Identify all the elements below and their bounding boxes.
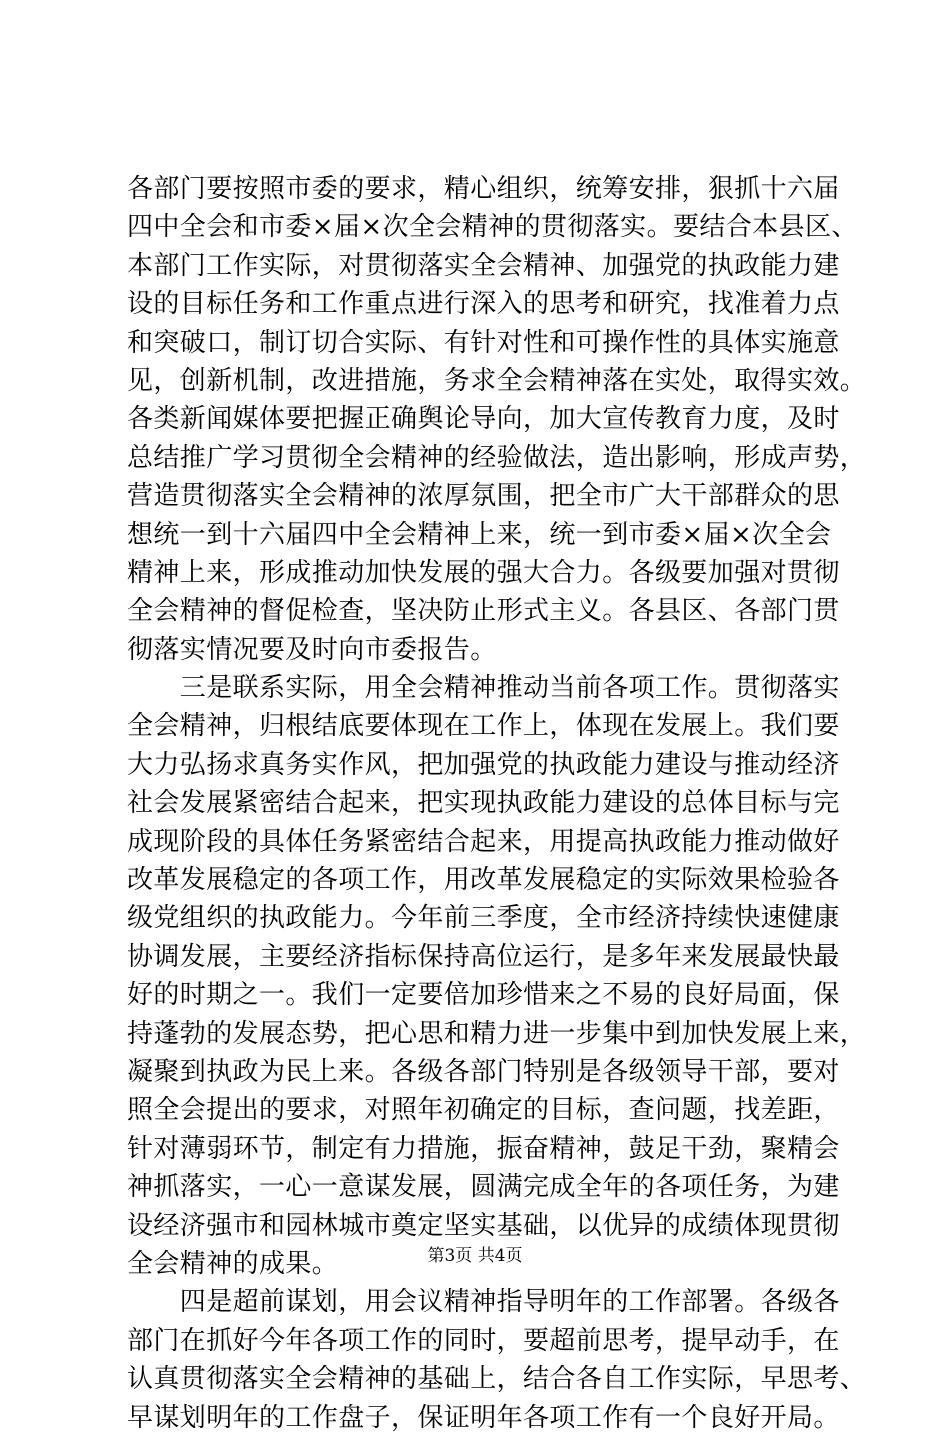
text-line: 凝聚到执政为民上来。各级各部门特别是各级领导干部，要对 (127, 1056, 840, 1087)
text-line: 总结推广学习贯彻全会精神的经验做法，造出影响，形成声势， (127, 442, 867, 473)
page-footer (0, 1244, 950, 1268)
text-line: 持蓬勃的发展态势，把心思和精力进一步集中到加快发展上来， (127, 1018, 867, 1049)
text-line: 四中全会和市委×届×次全会精神的贯彻落实。要结合本县区、 (127, 212, 858, 243)
text-line: 协调发展，主要经济指标保持高位运行，是多年来发展最快最 (127, 941, 840, 972)
text-line: 全会精神的督促检查，坚决防止形式主义。各县区、各部门贯 (127, 596, 840, 627)
text-line: 本部门工作实际，对贯彻落实全会精神、加强党的执政能力建 (127, 250, 840, 281)
text-line: 设的目标任务和工作重点进行深入的思考和研究，找准着力点 (127, 289, 840, 320)
text-line: 大力弘扬求真务实作风，把加强党的执政能力建设与推动经济 (127, 749, 840, 780)
text-line: 营造贯彻落实全会精神的浓厚氛围，把全市广大干部群众的思 (127, 481, 840, 512)
text-line: 三是联系实际，用全会精神推动当前各项工作。贯彻落实 (127, 673, 840, 704)
text-line: 各类新闻媒体要把握正确舆论导向，加大宣传教育力度，及时 (127, 404, 840, 435)
text-line: 四是超前谋划，用会议精神指导明年的工作部署。各级各 (127, 1287, 840, 1318)
text-line: 早谋划明年的工作盘子，保证明年各项工作有一个良好开局。 (127, 1402, 840, 1433)
text-line: 各部门要按照市委的要求，精心组织，统筹安排，狠抓十六届 (127, 174, 840, 204)
text-line: 认真贯彻落实全会精神的基础上，结合各自工作实际，早思考、 (127, 1364, 867, 1395)
text-line: 级党组织的执政能力。今年前三季度，全市经济持续快速健康 (127, 903, 840, 934)
text-line: 和突破口，制订切合实际、有针对性和可操作性的具体实施意 (127, 327, 840, 358)
text-line: 照全会提出的要求，对照年初确定的目标，查问题，找差距， (127, 1095, 840, 1126)
text-line: 彻落实情况要及时向市委报告。 (127, 634, 497, 665)
text-line: 精神上来，形成推动加快发展的强大合力。各级要加强对贯彻 (127, 557, 840, 588)
text-line: 神抓落实，一心一意谋发展，圆满完成全年的各项任务，为建 (127, 1172, 840, 1203)
text-line: 设经济强市和园林城市奠定坚实基础，以优异的成绩体现贯彻 (127, 1210, 840, 1241)
text-line: 想统一到十六届四中全会精神上来，统一到市委×届×次全会 (127, 519, 832, 550)
text-line: 针对薄弱环节，制定有力措施，振奋精神，鼓足干劲，聚精会 (127, 1133, 840, 1164)
text-line: 全会精神，归根结底要体现在工作上，体现在发展上。我们要 (127, 711, 840, 742)
text-line: 社会发展紧密结合起来，把实现执政能力建设的总体目标与完 (127, 788, 840, 819)
text-line: 全会精神的成果。 (127, 1248, 339, 1279)
text-line: 见，创新机制，改进措施，务求全会精神落在实处，取得实效。 (127, 365, 867, 396)
text-line: 成现阶段的具体任务紧密结合起来，用提高执政能力推动做好 (127, 826, 840, 857)
page-number: 第3页 共4页 (427, 1246, 523, 1266)
text-line: 部门在抓好今年各项工作的同时，要超前思考，提早动手，在 (127, 1325, 840, 1356)
text-line: 改革发展稳定的各项工作，用改革发展稳定的实际效果检验各 (127, 865, 840, 896)
text-line: 好的时期之一。我们一定要倍加珍惜来之不易的良好局面，保 (127, 980, 840, 1011)
